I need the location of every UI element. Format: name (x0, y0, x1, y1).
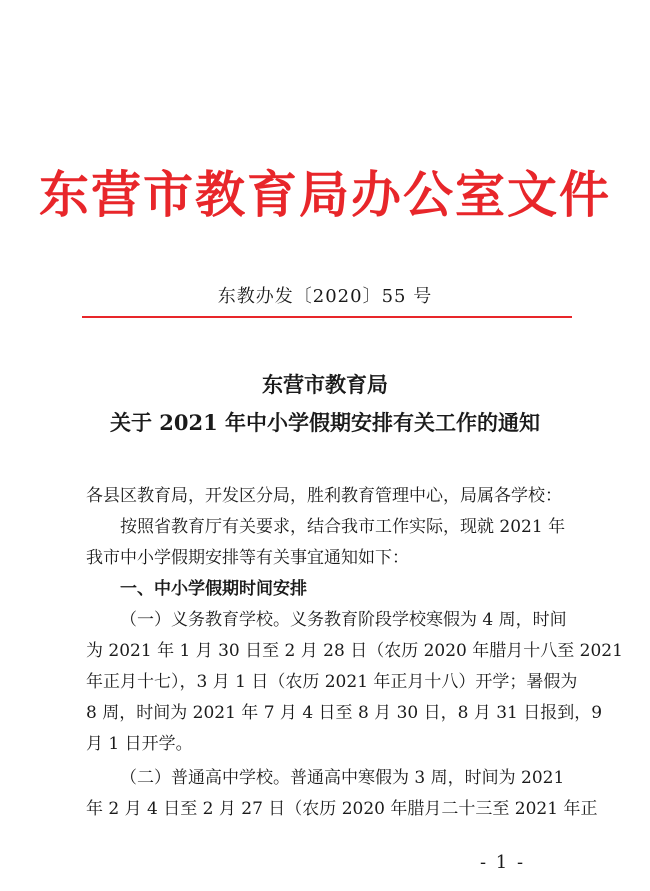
body-text-line: 为 2021 年 1 月 30 日至 2 月 28 日（农历 2020 年腊月十八至 2021 (86, 641, 623, 661)
body-text-line: 月 1 日开学。 (86, 734, 193, 754)
red-divider-line (82, 316, 572, 318)
body-text-line: （一）义务教育学校。义务教育阶段学校寒假为 4 周，时间 (120, 610, 567, 630)
addressee-line: 各县区教育局，开发区分局，胜利教育管理中心，局属各学校： (86, 486, 562, 506)
notice-title-line-2: 关于 2021 年中小学假期安排有关工作的通知 (109, 410, 541, 435)
body-text-line: 按照省教育厅有关要求，结合我市工作实际，现就 2021 年 (120, 517, 566, 537)
body-text-line: 8 周，时间为 2021 年 7 月 4 日至 8 月 30 日，8 月 31 日报到，9 (86, 703, 603, 723)
document-number: 东教办发〔2020〕55 号 (217, 286, 433, 307)
section-heading: 一、中小学假期时间安排 (120, 579, 307, 599)
notice-title-line-1: 东营市教育局 (262, 372, 388, 397)
body-text-line: 年 2 月 4 日至 2 月 27 日（农历 2020 年腊月二十三至 2021 年正 (86, 799, 598, 819)
body-text-line: 年正月十七），3 月 1 日（农历 2021 年正月十八）开学；暑假为 (86, 672, 578, 692)
document-header-title: 东营市教育局办公室文件 (39, 165, 611, 224)
page-number: - 1 - (480, 852, 526, 873)
body-text-line: 我市中小学假期安排等有关事宜通知如下： (86, 548, 409, 568)
body-text-line: （二）普通高中学校。普通高中寒假为 3 周，时间为 2021 (120, 768, 565, 788)
